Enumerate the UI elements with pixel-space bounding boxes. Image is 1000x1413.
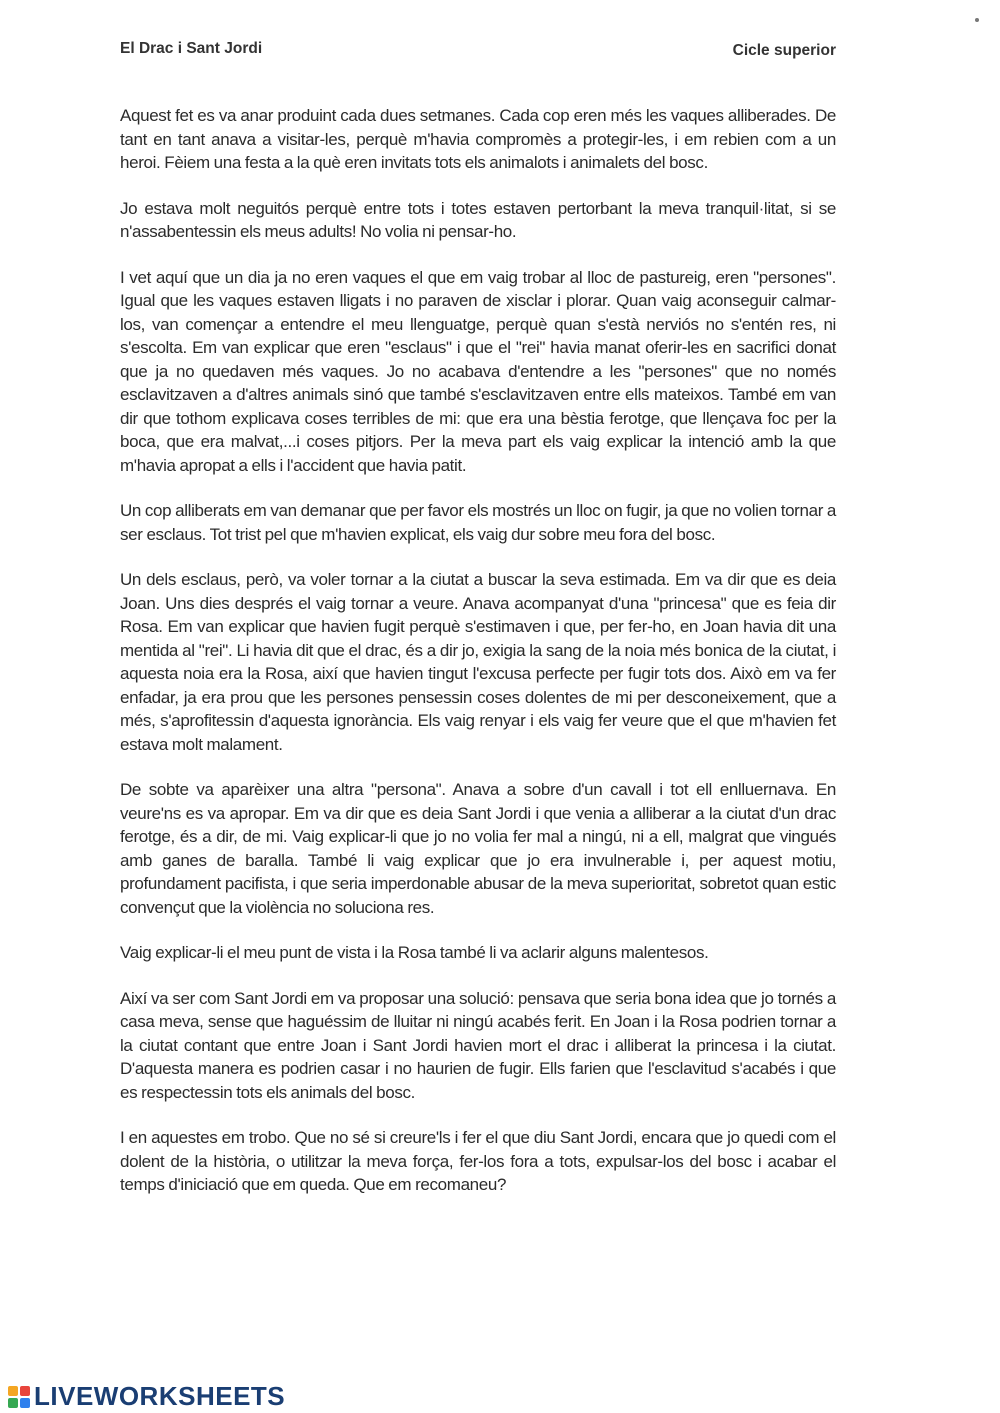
paragraph-5: Un dels esclaus, però, va voler tornar a la ciutat a buscar la seva estimada. Em va dir que es deia Joan. Uns dies després el vaig tornar a veure. Anava acompanyat d'una "princesa" que es feia dir Rosa. Em van explicar que havien fugit perquè s'estimaven i que, per fer-ho, en Joan havia dit una mentida al "rei". Li havia dit que el drac, és a dir jo, exigia la sang de la noia més bonica de la ciutat, i aquesta noia era la Rosa, així que havien tingut l'excusa perfecte per fugir tots dos. Això em va fer enfadar, ja era prou que les persones pensessin coses dolentes de mi per desconeixement, que a més, s'aprofitessin d'aquesta ignorància. Els vaig renyar i els vaig fer veure que el que m'havien fet estava molt malament. <box>120 570 836 754</box>
header-title: El Drac i Sant Jordi <box>120 40 263 57</box>
paragraph-6: De sobte va aparèixer una altra "persona". Anava a sobre d'un cavall i tot ell enlluernava. En veure'ns es va apropar. Em va dir que es deia Sant Jordi i que venia a alliberar a la ciutat d'un drac ferotge, és a dir, de mi. Vaig explicar-li que jo no volia fer mal a ningú, ni a ell, malgrat que vingués amb ganes de baralla. També li vaig explicar que jo era invulnerable i, per aquest motiu, profundament pacifista, i que seria imperdonable abusar de la meva superioritat, sobretot quan estic convençut que la violència no soluciona res. <box>120 780 836 917</box>
paragraph-2: Jo estava molt neguitós perquè entre tots i totes estaven pertorbant la meva tranquil·litat, si se n'assabentessin els meus adults! No volia ni pensar-ho. <box>120 198 836 241</box>
paragraph-4: Un cop alliberats em van demanar que per favor els mostrés un lloc on fugir, ja que no volien tornar a ser esclaus. Tot trist pel que m'havien explicat, els vaig dur sobre meu fora del bosc. <box>120 501 836 544</box>
scan-speck <box>975 18 979 22</box>
paragraph-1: Aquest fet es va anar produint cada dues setmanes. Cada cop eren més les vaques alliberades. De tant en tant anava a visitar-les, perquè m'havia compromès a protegir-les, i em rebien com a un heroi. Fèiem una festa a la què eren invitats tots els animalots i animalets del bosc. <box>120 106 836 172</box>
story-text <box>120 104 836 1219</box>
liveworksheets-logo[interactable] <box>8 1381 285 1412</box>
logo-grid-icon <box>8 1386 30 1408</box>
paragraph-9: I en aquestes em trobo. Que no sé si creure'ls i fer el que diu Sant Jordi, encara que jo quedi com el dolent de la història, o utilitzar la meva força, fer-los fora a tots, expulsar-los del bosc i acabar el temps d'iniciació que em queda. Que em recomaneu? <box>120 1128 836 1194</box>
paragraph-3: I vet aquí que un dia ja no eren vaques el que em vaig trobar al lloc de pastureig, eren "persones". Igual que les vaques estaven lligats i no paraven de xisclar i plorar. Quan vaig aconseguir calmar-los, van començar a entendre el meu llenguatge, perquè quan s'està nerviós no s'entén res, ni s'escolta. Em van explicar que eren "esclaus" i que el "rei" havia manat oferir-les en sacrifici donat que ja no quedaven més vaques. Jo no acabava d'entendre a les "persones" que no només esclavitzaven a d'altres animals sinó que també s'esclavitzaven entre ells mateixos. També em van dir que tothom explicava coses terribles de mi: que era una bèstia ferotge, que llençava foc per la boca, que era malvat,...i coses pitjors. Per la meva part els vaig explicar la intenció amb la que m'havia apropat a ells i l'accident que havia patit. <box>120 267 836 475</box>
paragraph-7: Vaig explicar-li el meu punt de vista i la Rosa també li va aclarir alguns malentesos. <box>120 943 709 962</box>
paragraph-8: Així va ser com Sant Jordi em va proposar una solució: pensava que seria bona idea que jo tornés a casa meva, sense que haguéssim de lluitar ni ningú acabés ferit. En Joan i la Rosa podrien tornar a la ciutat contant que entre Joan i Sant Jordi havien mort el drac i alliberat la princesa i la ciutat. D'aquesta manera es podrien casar i no haurien de fugir. Ells farien que l'esclavitud s'acabés i que es respectessin tots els animals del bosc. <box>120 988 836 1102</box>
logo-text: LIVEWORKSHEETS <box>34 1381 286 1411</box>
header-level: Cicle superior <box>732 42 836 59</box>
